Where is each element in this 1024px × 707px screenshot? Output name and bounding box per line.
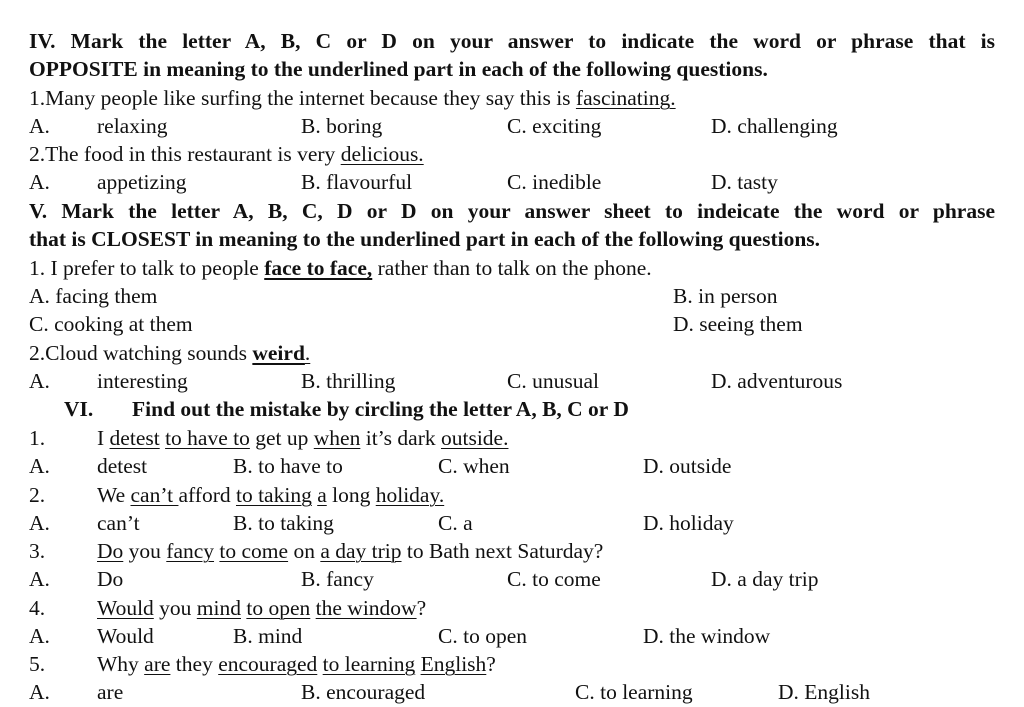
section-4-heading-line2: OPPOSITE in meaning to the underlined part in each of the following questions. [29,57,768,81]
option-c[interactable]: C. when [438,454,510,478]
sentence-text: We [97,483,131,507]
option-letter: A. [29,567,50,591]
option-d[interactable]: D. the window [643,624,771,648]
question-number: 4. [29,596,46,620]
option-d[interactable]: D. a day trip [711,567,819,591]
option-b[interactable]: B. encouraged [301,680,426,704]
underlined-part[interactable]: are [144,652,171,676]
s6-question-2 [0,481,1024,509]
question-sentence [97,594,426,622]
underlined-part[interactable]: to taking [235,483,312,507]
question-sentence [97,424,508,452]
question-number: 3. [29,539,46,563]
s5-q1-stem: 1. I prefer to talk to people face to face, rather than to talk on the phone. [29,256,652,280]
underlined-part[interactable]: mind [196,596,241,620]
s4-q2-options [0,168,1024,196]
option-a[interactable]: Do [97,567,124,591]
option-d[interactable]: D. seeing them [673,312,803,336]
s5-q2-options [0,367,1024,395]
option-letter: A. [29,114,50,138]
question-number: 5. [29,652,46,676]
sentence-text: Why [97,652,145,676]
s6-question-5 [0,650,1024,678]
option-c[interactable]: C. unusual [507,369,599,393]
s4-q1-options [0,112,1024,140]
option-c[interactable]: C. cooking at them [29,312,193,336]
option-b[interactable]: B. to taking [233,511,334,535]
option-letter: A. [29,170,50,194]
s5-q1-options-row1 [0,282,1024,310]
option-d[interactable]: D. holiday [643,511,734,535]
sentence-text: they [170,652,219,676]
s5-q2-stem: 2.Cloud watching sounds weird. [29,341,311,365]
sentence-text: long [326,483,376,507]
option-letter: A. [29,511,50,535]
s4-q1-stem: 1.Many people like surfing the internet because they say this is fascinating. [29,86,676,110]
sentence-text: on [288,539,321,563]
sentence-text: to Bath next Saturday? [401,539,604,563]
option-a[interactable]: interesting [97,369,188,393]
sentence-text: I [97,426,110,450]
option-b[interactable]: B. flavourful [301,170,413,194]
sentence-text: ? [486,652,496,676]
underlined-part[interactable]: English [420,652,487,676]
underlined-part[interactable]: holiday. [375,483,445,507]
sentence-text: get up [249,426,314,450]
option-a[interactable]: appetizing [97,170,187,194]
sentence-text: ? [416,596,427,620]
sentence-text: you [123,539,167,563]
section-6-instruction: Find out the mistake by circling the letter A, B, C or D [132,397,629,421]
option-a[interactable]: can’t [97,511,140,535]
section-4-heading-line1: IV. Mark the letter A, B, C or D on your answer to indicate the word or phrase that is [29,29,995,53]
underlined-part[interactable]: can’t [130,483,179,507]
underlined-part[interactable]: to have to [165,426,250,450]
option-d[interactable]: D. English [778,680,870,704]
s4-q2-stem: 2.The food in this restaurant is very delicious. [29,142,424,166]
option-a[interactable]: Would [97,624,154,648]
option-letter: A. [29,624,50,648]
section-5-heading-line1: V. Mark the letter A, B, C, D or D on your answer sheet to indeicate the word or phrase [29,199,995,223]
option-letter: A. [29,680,50,704]
underlined-part[interactable]: Do [97,539,124,563]
underlined-part[interactable]: a day trip [320,539,402,563]
option-c[interactable]: C. a [438,511,473,535]
s6-options-1 [0,452,1024,480]
option-b[interactable]: B. mind [233,624,303,648]
underlined-part[interactable]: outside. [440,426,509,450]
section-5-heading-line2: that is CLOSEST in meaning to the underlined part in each of the following questions. [29,227,821,251]
s5-q1-options-row2 [0,310,1024,338]
option-a[interactable]: are [97,680,124,704]
sentence-text: afford [178,483,236,507]
option-c[interactable]: C. to come [507,567,601,591]
s6-question-3 [0,537,1024,565]
option-b[interactable]: B. fancy [301,567,374,591]
option-b[interactable]: B. in person [673,284,778,308]
option-letter: A. [29,454,50,478]
option-c[interactable]: C. to learning [575,680,693,704]
s6-options-5 [0,678,1024,706]
option-d[interactable]: D. challenging [711,114,838,138]
option-c[interactable]: C. inedible [507,170,602,194]
question-sentence [97,650,496,678]
underlined-part[interactable]: to open [246,596,311,620]
s6-question-4 [0,594,1024,622]
underlined-part[interactable]: a [317,483,327,507]
sentence-text: you [153,596,197,620]
option-d[interactable]: D. outside [643,454,732,478]
s6-question-1 [0,424,1024,452]
option-a[interactable]: A. facing them [29,284,158,308]
s6-options-4 [0,622,1024,650]
option-d[interactable]: D. adventurous [711,369,843,393]
underlined-part[interactable]: to come [219,539,289,563]
underlined-target: fascinating. [575,86,676,110]
question-number: 2. [29,483,46,507]
option-a[interactable]: relaxing [97,114,168,138]
option-c[interactable]: C. exciting [507,114,602,138]
s6-options-3 [0,565,1024,593]
underlined-part[interactable]: to learning [322,652,416,676]
option-letter: A. [29,369,50,393]
option-c[interactable]: C. to open [438,624,527,648]
question-sentence [97,537,603,565]
option-a[interactable]: detest [97,454,148,478]
underlined-part[interactable]: Would [97,596,154,620]
s6-options-2 [0,509,1024,537]
underlined-part[interactable]: fancy [166,539,215,563]
underlined-part[interactable]: detest [109,426,160,450]
section-6-numeral: VI. [64,397,94,421]
section-6-heading [0,395,1024,423]
underlined-target: face to face, [264,256,373,280]
option-b[interactable]: B. to have to [233,454,343,478]
sentence-text: it’s dark [360,426,441,450]
question-number: 1. [29,426,46,450]
question-sentence [97,481,444,509]
underlined-part[interactable]: encouraged [218,652,318,676]
underlined-part[interactable]: when [313,426,361,450]
underlined-target: weird [252,341,305,365]
option-b[interactable]: B. boring [301,114,383,138]
option-b[interactable]: B. thrilling [301,369,396,393]
option-d[interactable]: D. tasty [711,170,778,194]
underlined-target: delicious. [340,142,424,166]
underlined-part[interactable]: the window [315,596,417,620]
